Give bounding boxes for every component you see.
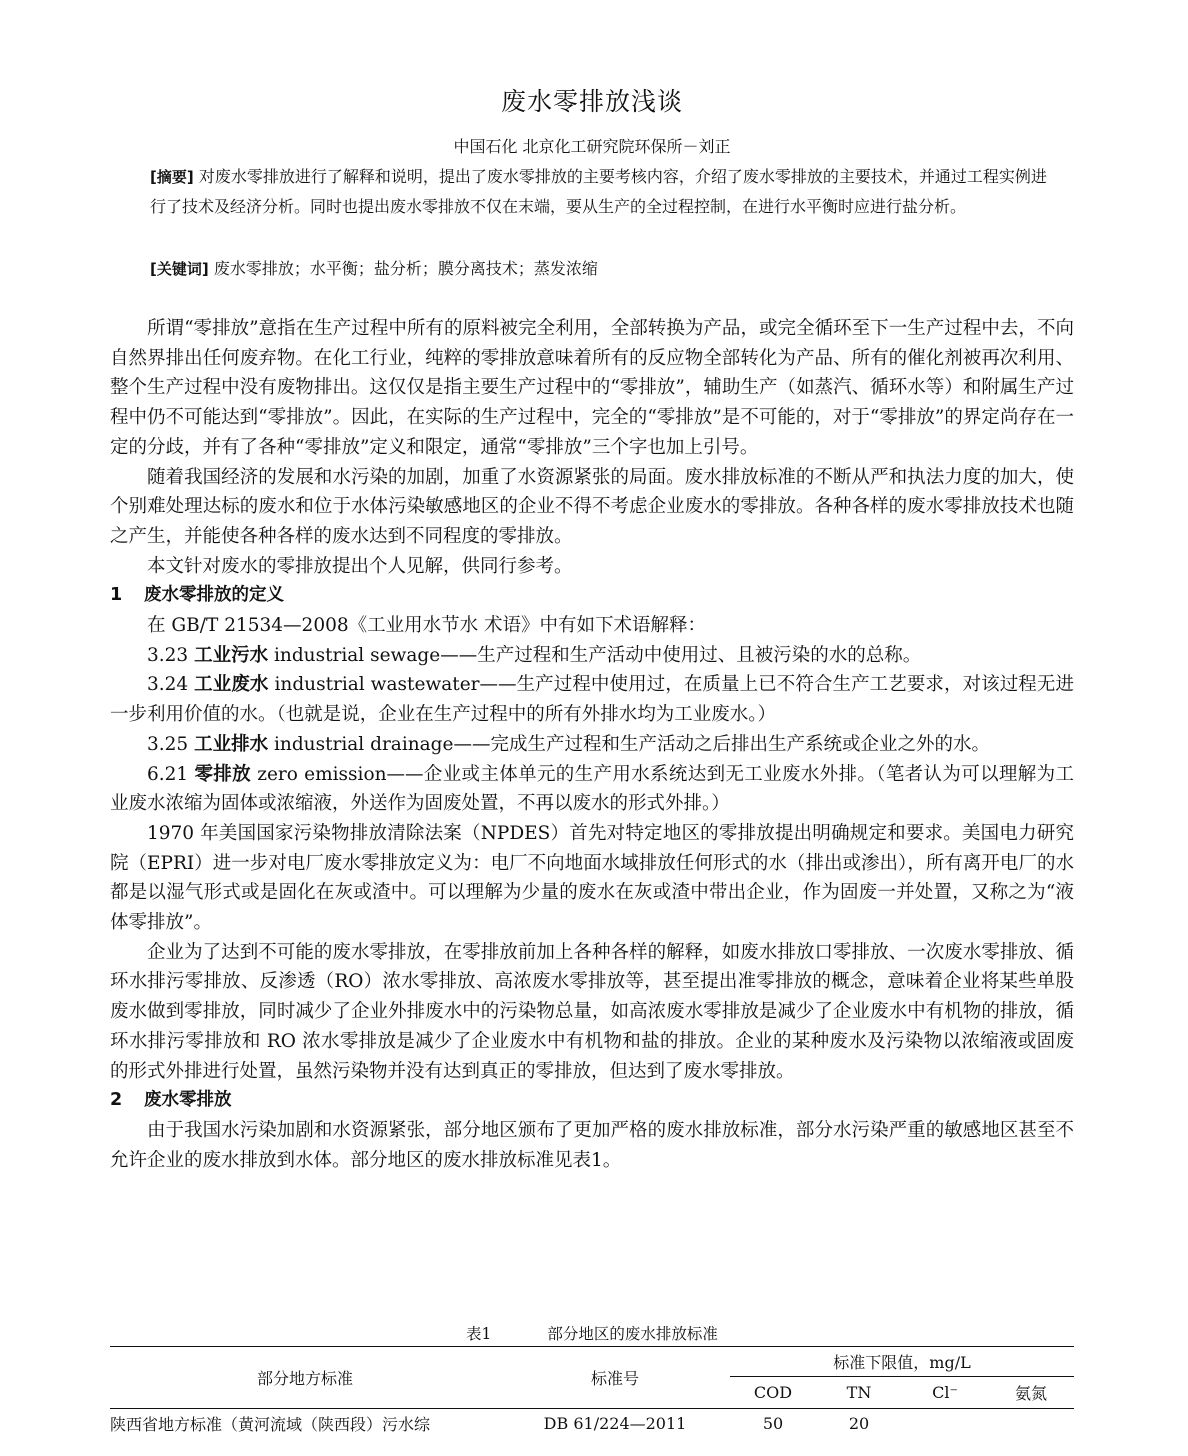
section-title: 废水零排放的定义 (144, 585, 284, 606)
body-text (110, 314, 1074, 1175)
section-number: 2 (110, 1090, 123, 1111)
term-definition (110, 641, 1074, 671)
term-name: 零排放 (194, 763, 251, 785)
term-definition (110, 670, 1074, 729)
section-title: 废水零排放 (144, 1090, 232, 1111)
term-definition (110, 730, 1074, 760)
term-name: 工业排水 (194, 733, 269, 755)
cell-code: DB 61/224—2011 (500, 1409, 730, 1439)
header-cl: Cl⁻ (902, 1377, 988, 1409)
paragraph: 1970 年美国国家污染物排放清除法案（NPDES）首先对特定地区的零排放提出明确规定和要求。美国电力研究院（EPRI）进一步对电厂废水零排放定义为：电厂不向地面水域排放任何形式的水（排出或渗出），所有离开电厂的水都是以湿气形式或是固化在灰或渣中。可以理解为少量的废水在灰或渣中带出企业，作为固废一并处置，又称之为“液体零排放”。 (110, 822, 1074, 934)
abstract-text: 对废水零排放进行了解释和说明，提出了废水零排放的主要考核内容，介绍了废水零排放的主要技术，并通过工程实例进行了技术及经济分析。同时也提出废水零排放不仅在末端，要从生产的全过程控制，在进行水平衡时应进行盐分析。 (150, 167, 1047, 216)
header-standard: 部分地方标准 (110, 1347, 500, 1409)
header-code: 标准号 (500, 1347, 730, 1409)
table-row (110, 1409, 1074, 1439)
cell-cl (902, 1409, 988, 1439)
cell-standard: 陕西省地方标准（黄河流域（陕西段）污水综 (110, 1409, 500, 1439)
table-caption-text: 部分地区的废水排放标准 (547, 1325, 718, 1343)
author-line: 中国石化 北京化工研究院环保所－刘正 (453, 137, 731, 156)
standards-table (110, 1346, 1074, 1439)
keywords-label: [关键词] (150, 260, 209, 278)
section-heading (110, 1086, 1074, 1116)
term-text: industrial wastewater——生产过程中使用过，在质量上已不符合生产工艺要求，对该过程无进一步利用价值的水。（也就是说，企业在生产过程中的所有外排水均为工业废水。） (110, 674, 1074, 726)
term-name: 工业污水 (194, 644, 269, 666)
section-number: 1 (110, 585, 123, 606)
abstract (150, 162, 1050, 222)
keywords (150, 254, 1050, 284)
term-number: 3.25 (147, 733, 189, 755)
term-text: zero emission——企业或主体单元的生产用水系统达到无工业废水外排。（笔者认为可以理解为工业废水浓缩为固体或浓缩液，外送作为固废处置，不再以废水的形式外排。） (110, 763, 1074, 815)
header-tn: TN (816, 1377, 902, 1409)
paper-title: 废水零排放浅谈 (500, 87, 683, 116)
table-caption (110, 1322, 1074, 1344)
table-caption-label: 表1 (466, 1325, 492, 1343)
keywords-text: 废水零排放；水平衡；盐分析；膜分离技术；蒸发浓缩 (213, 259, 598, 278)
cell-cod: 50 (730, 1409, 816, 1439)
abstract-label: [摘要] (150, 168, 194, 186)
section-heading (110, 581, 1074, 611)
term-number: 3.23 (147, 644, 189, 666)
paragraph: 所谓“零排放”意指在生产过程中所有的原料被完全利用，全部转换为产品，或完全循环至下一生产过程中去，不向自然界排出任何废弃物。在化工行业，纯粹的零排放意味着所有的反应物全部转化为产品、所有的催化剂被再次利用、整个生产过程中没有废物排出。这仅仅是指主要生产过程中的“零排放”，辅助生产（如蒸汽、循环水等）和附属生产过程中仍不可能达到“零排放”。因此，在实际的生产过程中，完全的“零排放”是不可能的，对于“零排放”的界定尚存在一定的分歧，并有了各种“零排放”定义和限定，通常“零排放”三个字也加上引号。 (110, 318, 1074, 458)
header-cod: COD (730, 1377, 816, 1409)
header-ammonia: 氨氮 (988, 1377, 1074, 1409)
paragraph: 在 GB/T 21534—2008《工业用水节水 术语》中有如下术语解释： (147, 615, 707, 637)
cell-tn: 20 (816, 1409, 902, 1439)
term-definition (110, 760, 1074, 819)
cell-ammonia (988, 1409, 1074, 1439)
paragraph: 本文针对废水的零排放提出个人见解，供同行参考。 (147, 555, 573, 577)
term-number: 6.21 (147, 763, 189, 785)
paragraph: 企业为了达到不可能的废水零排放，在零排放前加上各种各样的解释，如废水排放口零排放、一次废水零排放、循环水排污零排放、反渗透（RO）浓水零排放、高浓废水零排放等，甚至提出准零排放的概念，意味着企业将某些单股废水做到零排放，同时减少了企业外排废水中的污染物总量，如高浓废水零排放是减少了企业废水中有机物的排放，循环水排污零排放和 RO 浓水零排放是减少了企业废水中有机物和盐的排放。企业的某种废水及污染物以浓缩液或固废的形式外排进行处置，虽然污染物并没有达到真正的零排放，但达到了废水零排放。 (110, 941, 1074, 1082)
term-number: 3.24 (147, 674, 189, 696)
header-limit: 标准下限值，mg/L (730, 1347, 1074, 1377)
term-name: 工业废水 (194, 674, 269, 696)
paragraph: 由于我国水污染加剧和水资源紧张，部分地区颁布了更加严格的废水排放标准，部分水污染严重的敏感地区甚至不允许企业的废水排放到水体。部分地区的废水排放标准见表1。 (110, 1119, 1074, 1171)
term-text: industrial sewage——生产过程和生产活动中使用过、且被污染的水的总称。 (274, 644, 922, 666)
paragraph: 随着我国经济的发展和水污染的加剧，加重了水资源紧张的局面。废水排放标准的不断从严和执法力度的加大，使个别难处理达标的废水和位于水体污染敏感地区的企业不得不考虑企业废水的零排放。各种各样的废水零排放技术也随之产生，并能使各种各样的废水达到不同程度的零排放。 (110, 466, 1074, 547)
term-text: industrial drainage——完成生产过程和生产活动之后排出生产系统或企业之外的水。 (274, 733, 990, 755)
